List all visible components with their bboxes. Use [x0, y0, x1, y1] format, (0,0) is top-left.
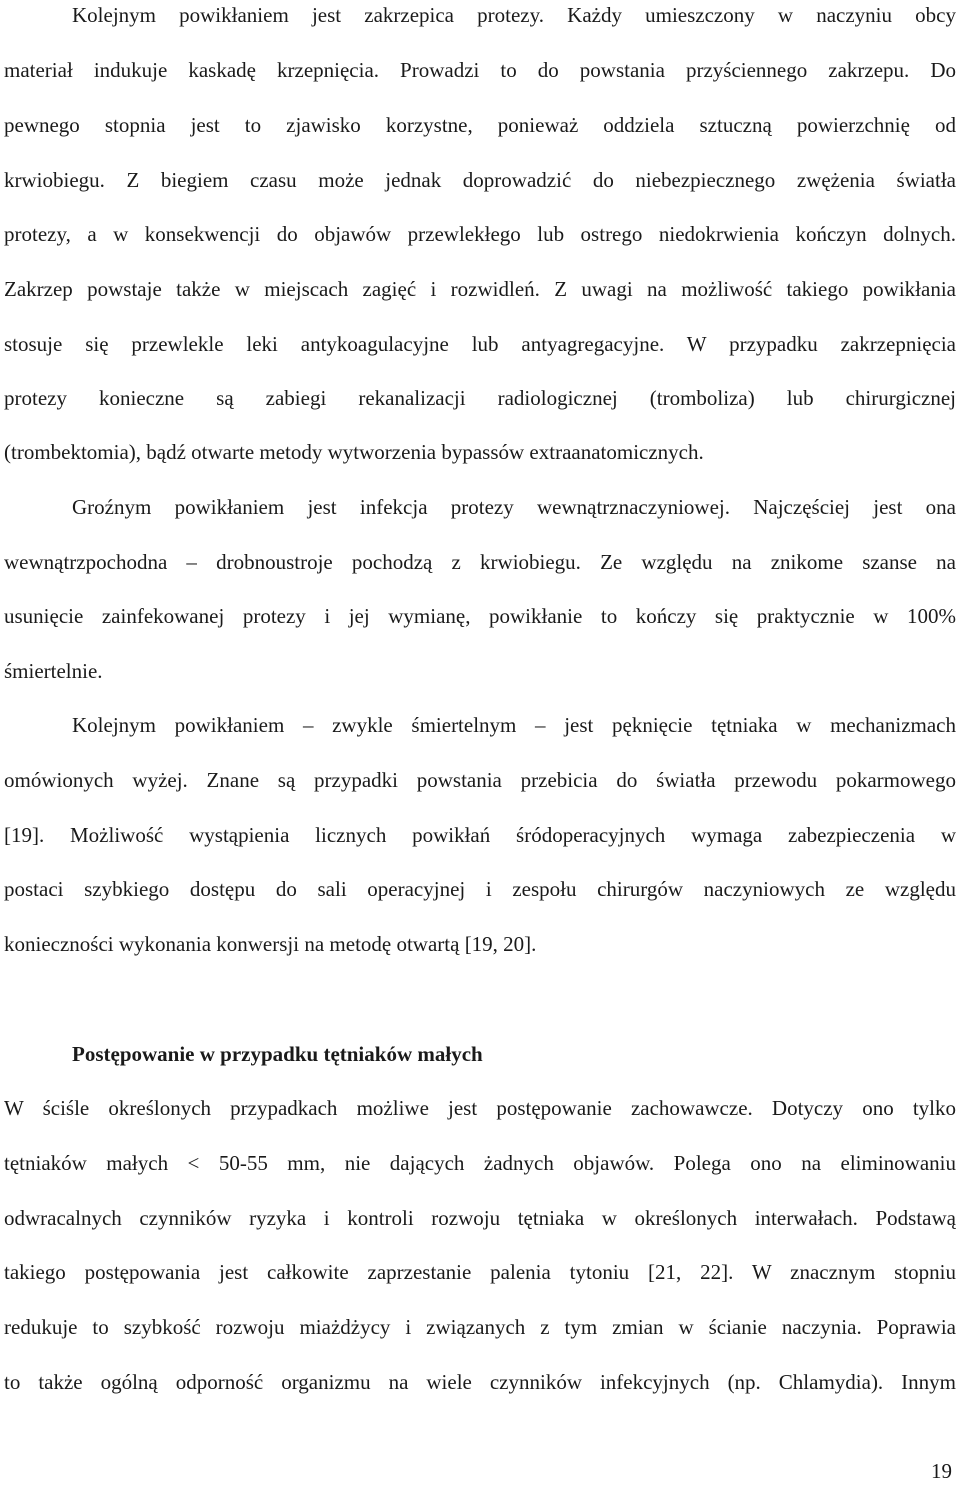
- text-line: protezy konieczne są zabiegi rekanalizacji radiologicznej (tromboliza) lub chirurgicznej: [4, 386, 956, 410]
- text-line: materiał indukuje kaskadę krzepnięcia. Prowadzi to do powstania przyściennego zakrzepu. Do: [4, 58, 956, 82]
- text-line: Groźnym powikłaniem jest infekcja protezy wewnątrznaczyniowej. Najczęściej jest ona: [72, 495, 956, 519]
- text-line: redukuje to szybkość rozwoju miażdżycy i związanych z tym zmian w ścianie naczynia. Poprawia: [4, 1315, 956, 1339]
- text-line: protezy, a w konsekwencji do objawów przewlekłego lub ostrego niedokrwienia kończyn dolnych.: [4, 222, 956, 246]
- text-line: wewnątrzpochodna – drobnoustroje pochodzą z krwiobiegu. Ze względu na znikome szanse na: [4, 550, 956, 574]
- text-line: odwracalnych czynników ryzyka i kontroli rozwoju tętniaka w określonych interwałach. Podstawą: [4, 1206, 956, 1230]
- text-line: śmiertelnie.: [4, 659, 103, 683]
- text-line: [19]. Możliwość wystąpienia licznych powikłań śródoperacyjnych wymaga zabezpieczenia w: [4, 823, 956, 847]
- text-line: Kolejnym powikłaniem – zwykle śmiertelnym – jest pęknięcie tętniaka w mechanizmach: [72, 713, 956, 737]
- text-line: stosuje się przewlekle leki antykoagulacyjne lub antyagregacyjne. W przypadku zakrzepnięcia: [4, 332, 956, 356]
- text-line: Kolejnym powikłaniem jest zakrzepica protezy. Każdy umieszczony w naczyniu obcy: [72, 3, 956, 27]
- text-line: pewnego stopnia jest to zjawisko korzystne, ponieważ oddziela sztuczną powierzchnię od: [4, 113, 956, 137]
- text-line: takiego postępowania jest całkowite zaprzestanie palenia tytoniu [21, 22]. W znacznym stopniu: [4, 1260, 956, 1284]
- text-line: Zakrzep powstaje także w miejscach zagięć i rozwidleń. Z uwagi na możliwość takiego powikłania: [4, 277, 956, 301]
- text-line: usunięcie zainfekowanej protezy i jej wymianę, powikłanie to kończy się praktycznie w 100%: [4, 604, 956, 628]
- text-line: konieczności wykonania konwersji na metodę otwartą [19, 20].: [4, 932, 537, 956]
- text-line: tętniaków małych < 50-55 mm, nie dających żadnych objawów. Polega ono na eliminowaniu: [4, 1151, 956, 1175]
- text-line: to także ogólną odporność organizmu na wiele czynników infekcyjnych (np. Chlamydia). Innym: [4, 1370, 956, 1394]
- page-number: 19: [931, 1459, 952, 1483]
- text-line: krwiobiegu. Z biegiem czasu może jednak doprowadzić do niebezpiecznego zwężenia światła: [4, 168, 956, 192]
- text-line: omówionych wyżej. Znane są przypadki powstania przebicia do światła przewodu pokarmowego: [4, 768, 956, 792]
- text-line: (trombektomia), bądź otwarte metody wytworzenia bypassów extraanatomicznych.: [4, 440, 704, 464]
- section-heading: Postępowanie w przypadku tętniaków małych: [72, 1042, 483, 1066]
- text-line: W ściśle określonych przypadkach możliwe jest postępowanie zachowawcze. Dotyczy ono tylko: [4, 1096, 956, 1120]
- text-line: postaci szybkiego dostępu do sali operacyjnej i zespołu chirurgów naczyniowych ze względu: [4, 877, 956, 901]
